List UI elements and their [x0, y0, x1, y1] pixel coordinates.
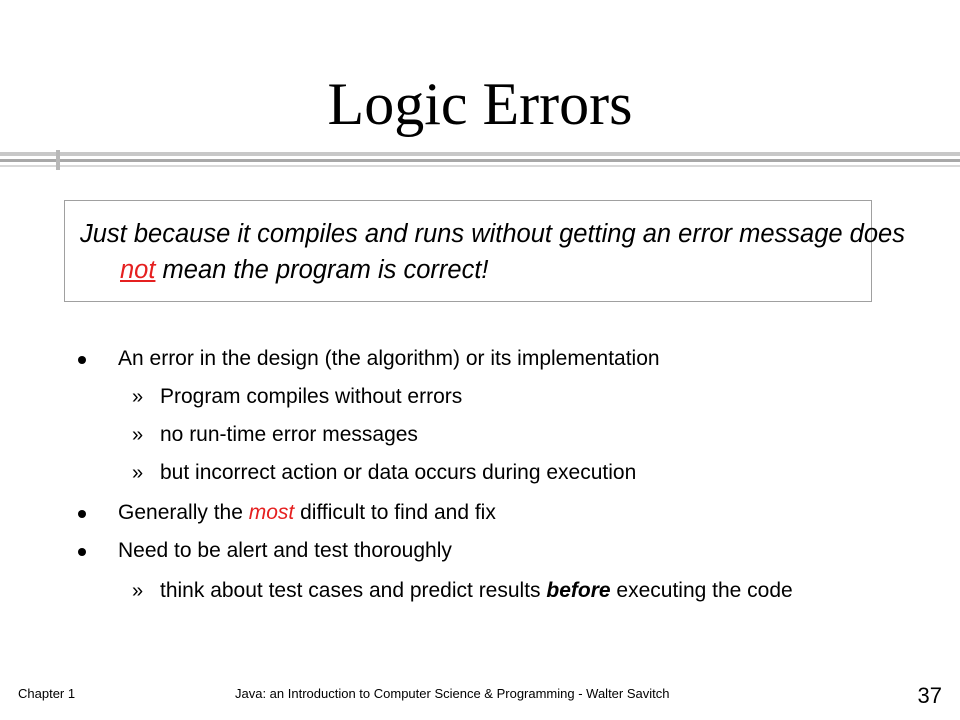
sub-bullet-text: Program compiles without errors [160, 385, 463, 408]
sub-bullet-text: no run-time error messages [160, 423, 418, 446]
bullet-item [118, 498, 496, 528]
bullet-dot-icon [78, 356, 86, 364]
callout-text [80, 216, 920, 288]
footer-chapter: Chapter 1 [18, 686, 76, 701]
bullet-text: An error in the design (the algorithm) or its implementation [118, 347, 660, 370]
bullet-item [118, 344, 660, 374]
slide-title: Logic Errors [327, 71, 633, 137]
sub-bullet-item [132, 420, 900, 450]
sub-bullet-item [132, 576, 880, 606]
sub-bullet-text-post: executing the code [610, 579, 793, 602]
bullet-dot-icon [78, 548, 86, 556]
sub-bullet-chevron-icon: » [132, 386, 144, 408]
sub-bullet-item [132, 382, 900, 412]
sub-bullet-chevron-icon: » [132, 462, 144, 484]
bullet-text [118, 501, 496, 524]
title-rule-bottom [0, 165, 960, 167]
callout-text-part-2: mean the program is correct! [155, 256, 489, 284]
footer-book-title: Java: an Introduction to Computer Science & Programming - Walter Savitch [235, 686, 670, 701]
bullet-text-post: difficult to find and fix [294, 501, 496, 524]
title-rule-middle [0, 159, 960, 162]
sub-bullet-chevron-icon: » [132, 580, 144, 602]
sub-bullet-emphasis-before: before [546, 579, 611, 602]
page-number: 37 [917, 683, 942, 708]
sub-bullet-item [132, 458, 900, 488]
sub-bullet-text [160, 579, 793, 602]
title-rule-notch [56, 150, 60, 170]
bullet-text: Need to be alert and test thoroughly [118, 539, 452, 562]
sub-bullet-text-pre: think about test cases and predict results [160, 579, 547, 602]
bullet-text-pre: Generally the [118, 501, 249, 524]
callout-text-part-1: Just because it compiles and runs without getting an error message does [80, 220, 905, 248]
bullet-dot-icon [78, 510, 86, 518]
title-rule-top [0, 152, 960, 156]
sub-bullet-text: but incorrect action or data occurs during execution [160, 461, 637, 484]
callout-emphasis-not: not [120, 256, 156, 284]
bullet-emphasis-most: most [248, 501, 295, 524]
sub-bullet-chevron-icon: » [132, 424, 144, 446]
bullet-item [118, 536, 452, 566]
